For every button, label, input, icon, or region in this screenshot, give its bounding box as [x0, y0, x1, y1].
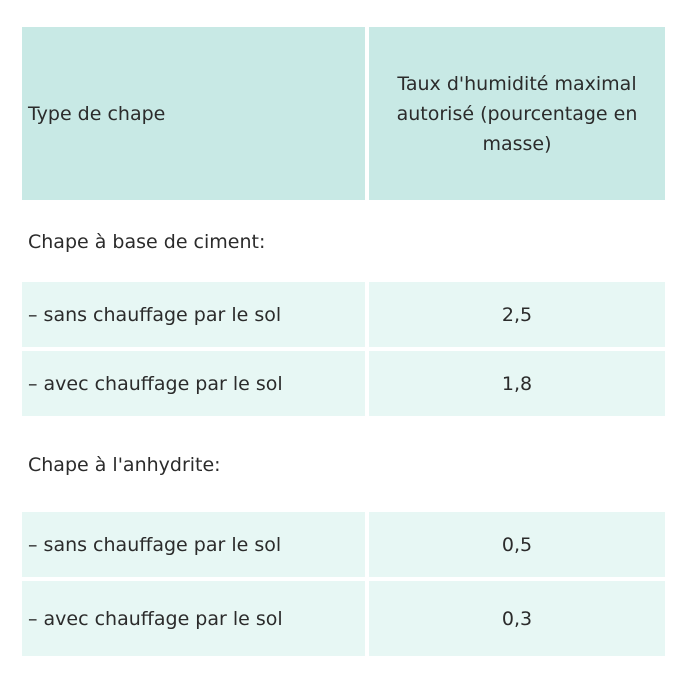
- table-row: [22, 512, 665, 577]
- table-header-row: [22, 27, 665, 200]
- table-row: [22, 282, 665, 347]
- table-row: [22, 351, 665, 416]
- section-row-cement: [22, 200, 665, 284]
- header-max-humidity: Taux d'humidité maximal autorisé (pourcentage en masse): [369, 27, 665, 200]
- row-label: – sans chauffage par le sol: [22, 282, 365, 347]
- section-row-anhydrite: [22, 416, 665, 514]
- section-title-cement: Chape à base de ciment:: [28, 231, 266, 253]
- row-label: – avec chauffage par le sol: [22, 581, 365, 656]
- row-label: – sans chauffage par le sol: [22, 512, 365, 577]
- section-title-anhydrite: Chape à l'anhydrite:: [28, 454, 221, 476]
- row-value: 0,3: [369, 581, 665, 656]
- humidity-table: [22, 27, 665, 656]
- row-value: 1,8: [369, 351, 665, 416]
- table-row: [22, 581, 665, 656]
- row-value: 2,5: [369, 282, 665, 347]
- row-value: 0,5: [369, 512, 665, 577]
- row-label: – avec chauffage par le sol: [22, 351, 365, 416]
- header-screed-type: Type de chape: [22, 27, 365, 200]
